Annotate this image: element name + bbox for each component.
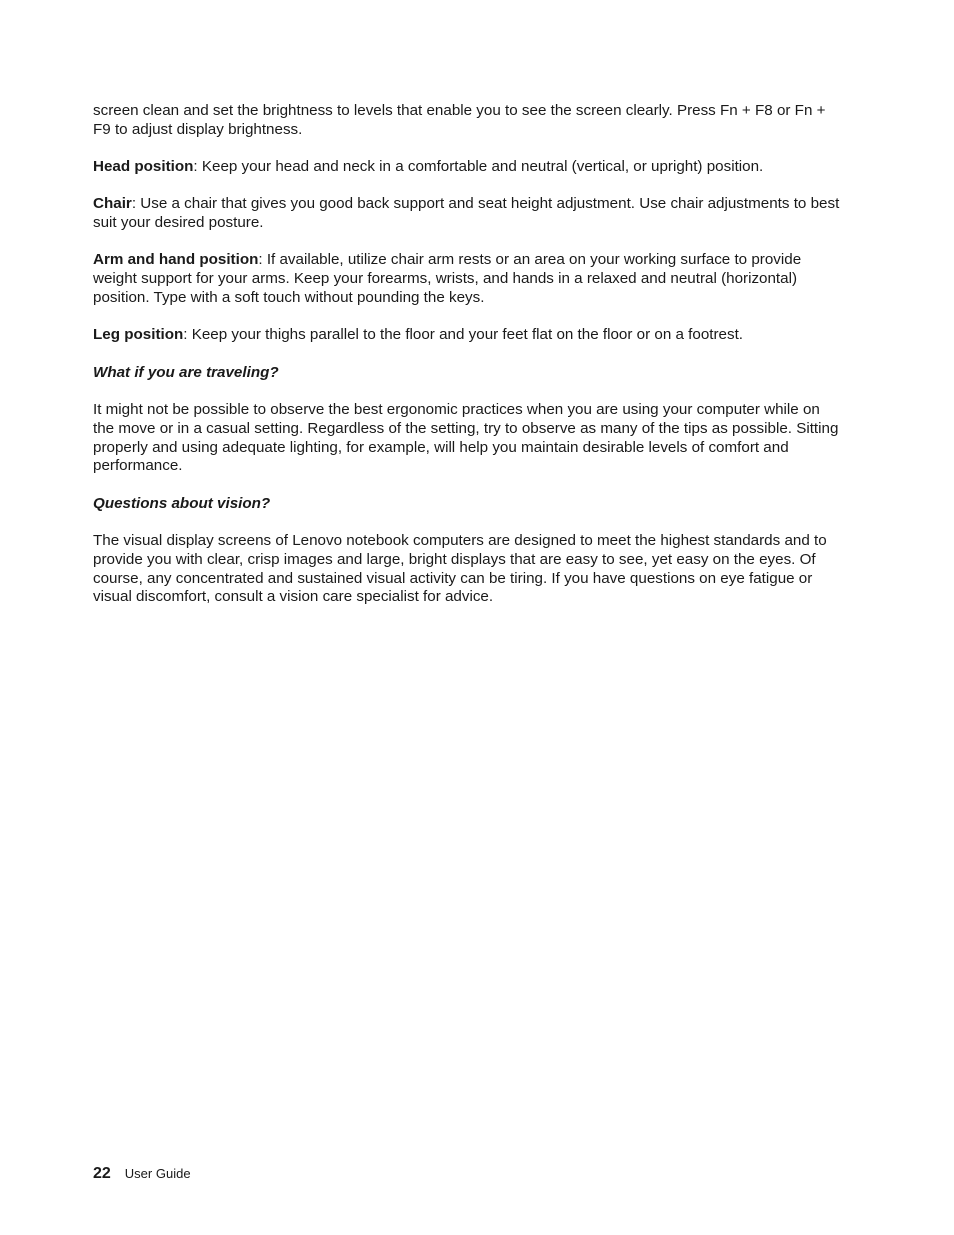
head-position-label: Head position xyxy=(93,158,194,176)
document-title: User Guide xyxy=(124,1166,191,1181)
traveling-paragraph: It might not be possible to observe the best ergonomic practices when you are using your computer while on the move or in a casual setting. Regardless of the setting, try to observe as many of the tips as possible. Sitting properly and using adequate lighting, for example, will help you maintain desirable levels of comfort and performance. xyxy=(93,400,839,475)
traveling-heading: What if you are traveling? xyxy=(93,363,279,381)
chair-text: : Use a chair that gives you good back support and seat height adjustment. Use chair adjustments to best suit your desired posture. xyxy=(93,195,840,232)
intro-paragraph: screen clean and set the brightness to levels that enable you to see the screen clearly. Press Fn + F8 or Fn + F9 to adjust display brightness. xyxy=(93,102,826,138)
page-number: 22 xyxy=(93,1165,111,1182)
chair-label: Chair xyxy=(93,195,132,213)
page-footer xyxy=(93,1165,191,1183)
arm-hand-position-text: : If available, utilize chair arm rests or an area on your working surface to provide weight support for your arms. Keep your forearms, wrists, and hands in a relaxed and neutral (horizontal) position. Type with a soft touch without pounding the keys. xyxy=(93,251,802,307)
arm-hand-position-paragraph xyxy=(93,251,845,307)
vision-paragraph: The visual display screens of Lenovo notebook computers are designed to meet the highest standards and to provide you with clear, crisp images and large, bright displays that are easy to see, yet easy on the eyes. Of course, any concentrated and sustained visual activity can be tiring. If you have questions on eye fatigue or visual discomfort, consult a vision care specialist for advice. xyxy=(93,531,827,606)
leg-position-paragraph xyxy=(93,326,845,345)
head-position-paragraph xyxy=(93,158,845,177)
page-content xyxy=(93,102,845,626)
vision-heading: Questions about vision? xyxy=(93,494,271,512)
head-position-text: : Keep your head and neck in a comfortable and neutral (vertical, or upright) position. xyxy=(193,158,764,176)
chair-paragraph xyxy=(93,195,845,233)
leg-position-label: Leg position xyxy=(93,326,184,344)
arm-hand-position-label: Arm and hand position xyxy=(93,251,259,269)
leg-position-text: : Keep your thighs parallel to the floor and your feet flat on the floor or on a footrest. xyxy=(183,326,744,344)
